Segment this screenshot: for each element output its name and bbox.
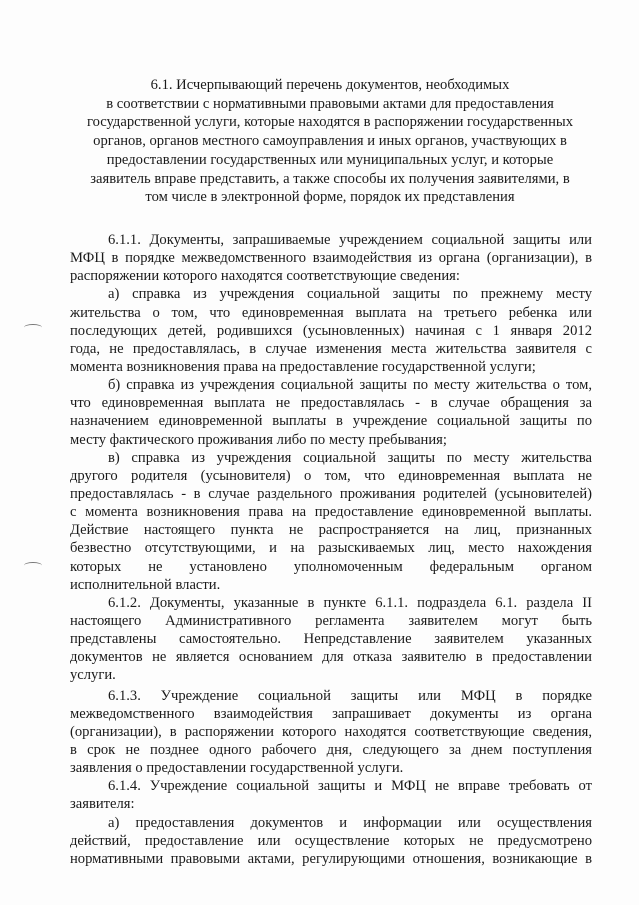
heading-line: 6.1. Исчерпывающий перечень документов, необходимых — [150, 77, 510, 93]
paragraph-line: нормативными правовыми актами, регулирующими отношения, возникающие в — [70, 850, 592, 867]
heading-line: государственной услуги, которые находятся в распоряжении государственных — [86, 114, 574, 131]
paragraph-line: услуги. — [70, 667, 116, 684]
paragraph-line: МФЦ в порядке межведомственного взаимодействия из органа (организации), в — [70, 250, 592, 267]
paragraph-line: предоставлялась - в случае раздельного проживания родителей (усыновителей) — [70, 485, 592, 502]
paragraph-line: 6.1.1. Документы, запрашиваемые учреждением социальной защиты или — [108, 232, 592, 248]
paragraph-line: б) справка из учреждения социальной защиты по месту жительства о том, — [108, 377, 592, 394]
paragraph-line: что единовременная выплата не предоставлялась - в случае обращения за — [70, 395, 592, 412]
paragraph-line: распоряжении которого находятся соответствующие сведения: — [70, 268, 460, 285]
heading-line: том числе в электронной форме, порядок их представления — [145, 189, 515, 206]
document-body — [70, 231, 592, 868]
paragraph-line: с момента возникновения права на предоставление единовременной выплаты. — [70, 504, 592, 521]
paragraph-line: документов не является основанием для отказа заявителю в предоставлении — [70, 649, 592, 666]
paragraph-line: безвестно отсутствующими, и на разыскиваемых лиц, место нахождения — [70, 540, 592, 557]
paragraph-line: межведомственного взаимодействия запрашивает документы из органа — [70, 705, 592, 722]
paragraph-line: Действие настоящего пункта не распространяется на лиц, признанных — [70, 522, 592, 539]
paragraph-line: последующих детей, родившихся (усыновленных) начиная с 1 января 2012 — [70, 322, 592, 339]
paragraph-line: 6.1.4. Учреждение социальной защиты и МФЦ не вправе требовать от — [108, 778, 592, 795]
heading-line: в соответствии с нормативными правовыми актами для предоставления — [106, 95, 554, 112]
paragraph-line: представлены самостоятельно. Непредставление заявителем указанных — [70, 631, 592, 648]
margin-punch-mark — [24, 324, 42, 331]
heading-line: заявитель вправе представить, а также способы их получения заявителями, в — [90, 170, 570, 187]
paragraph-line: месту фактического проживания либо по месту пребывания; — [70, 431, 447, 448]
paragraph-line: заявления о предоставлении государственной услуги. — [70, 760, 404, 777]
paragraph-line: заявителя: — [70, 796, 135, 813]
paragraph-line: в срок не позднее одного рабочего дня, следующего за днем поступления — [70, 741, 592, 758]
paragraph-line: 6.1.3. Учреждение социальной защиты или МФЦ в порядке — [108, 687, 592, 704]
paragraph-line: которых не установлено уполномоченным федеральным органом — [70, 558, 592, 575]
paragraph-line: действий, предоставление или осуществление которых не предусмотрено — [70, 832, 592, 849]
paragraph-line: исполнительной власти. — [70, 576, 221, 593]
paragraph-line: другого родителя (усыновителя) о том, что единовременная выплата не — [70, 467, 592, 484]
heading-line: органов, органов местного самоуправления и иных органов, участвующих в — [93, 133, 567, 150]
section-heading — [60, 76, 600, 207]
paragraph-line: года, не предоставлялась, в случае изменения места жительства заявителя с — [70, 340, 592, 357]
margin-punch-mark — [24, 562, 42, 569]
paragraph-line: жительства о том, что единовременная выплата на третьего ребенка или — [70, 304, 592, 321]
heading-line: предоставлении государственных или муниципальных услуг, и которые — [106, 151, 554, 168]
paragraph-line: (организации), в распоряжении которого находятся соответствующие сведения, — [70, 723, 592, 740]
paragraph-line: 6.1.2. Документы, указанные в пункте 6.1.1. подраздела 6.1. раздела II — [108, 594, 592, 611]
paragraph-line: в) справка из учреждения социальной защиты по месту жительства — [108, 449, 592, 466]
paragraph-line: а) предоставления документов и информации или осуществления — [108, 814, 592, 831]
paragraph-line: а) справка из учреждения социальной защиты по прежнему месту — [108, 286, 592, 303]
paragraph-line: момента возникновения права на предоставление государственной услуги; — [70, 358, 536, 375]
paragraph-line: настоящего Административного регламента заявителем могут быть — [70, 612, 592, 629]
paragraph-line: назначением единовременной выплаты в учреждение социальной защиты по — [70, 413, 592, 430]
